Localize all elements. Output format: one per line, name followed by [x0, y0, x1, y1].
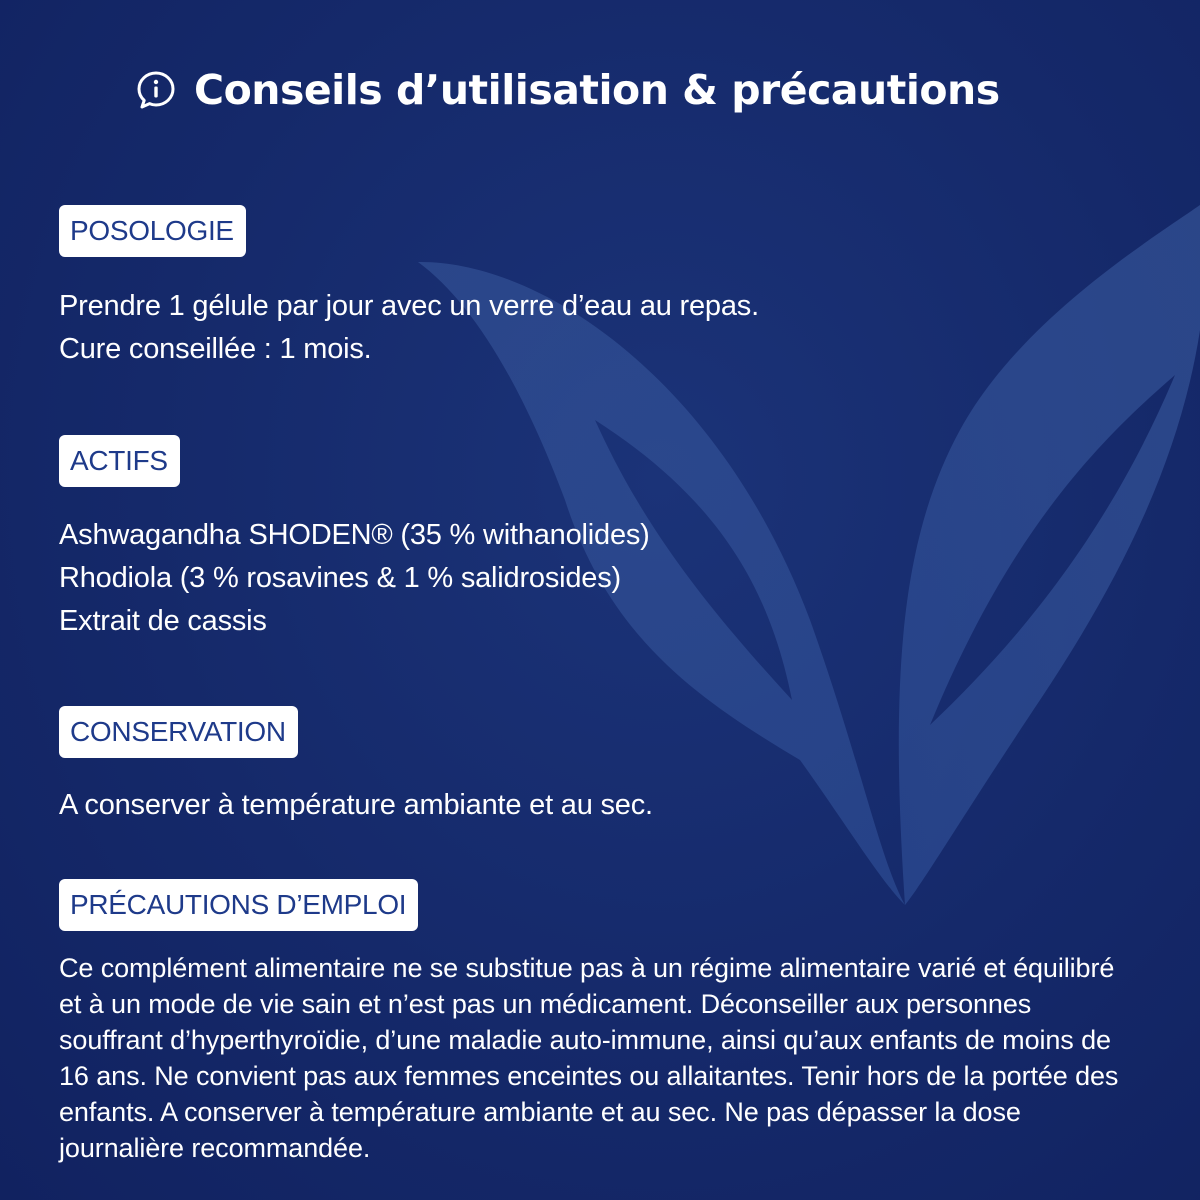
section-posologie — [59, 205, 759, 371]
section-actifs — [59, 435, 650, 643]
actif-item: Ashwagandha SHODEN® (35 % withanolides) — [59, 519, 650, 551]
section-badge-precautions: PRÉCAUTIONS D’EMPLOI — [59, 879, 418, 931]
conservation-text — [59, 784, 653, 827]
section-badge-actifs: ACTIFS — [59, 435, 180, 487]
conservation-line: A conserver à température ambiante et au sec. — [59, 789, 653, 821]
actifs-list — [59, 514, 650, 643]
page-title: Conseils d’utilisation & précautions — [194, 66, 1000, 114]
page-header — [136, 60, 1000, 120]
posologie-text — [59, 285, 759, 371]
actif-item: Extrait de cassis — [59, 605, 267, 637]
section-badge-conservation: CONSERVATION — [59, 706, 298, 758]
actif-item: Rhodiola (3 % rosavines & 1 % salidrosides) — [59, 562, 621, 594]
section-conservation — [59, 706, 653, 827]
section-badge-posologie: POSOLOGIE — [59, 205, 246, 257]
info-chat-icon — [136, 70, 176, 110]
section-precautions — [59, 879, 1119, 1166]
leaf-right-shape — [899, 205, 1200, 905]
precautions-text: Ce complément alimentaire ne se substitue pas à un régime alimentaire varié et équilibré et à un mode de vie sain et n’est pas un médicament. Déconseiller aux personnes souffrant d’hyperthyroïdie, d’une maladie auto-immune, ainsi qu’aux enfants de moins de 16 ans. Ne convient pas aux femmes enceintes ou allaitantes. Tenir hors de la portée des enfants. A conserver à température ambiante et au sec. Ne pas dépasser la dose journalière recommandée. — [59, 953, 1119, 1163]
posologie-line: Cure conseillée : 1 mois. — [59, 333, 372, 365]
posologie-line: Prendre 1 gélule par jour avec un verre d’eau au repas. — [59, 290, 759, 322]
